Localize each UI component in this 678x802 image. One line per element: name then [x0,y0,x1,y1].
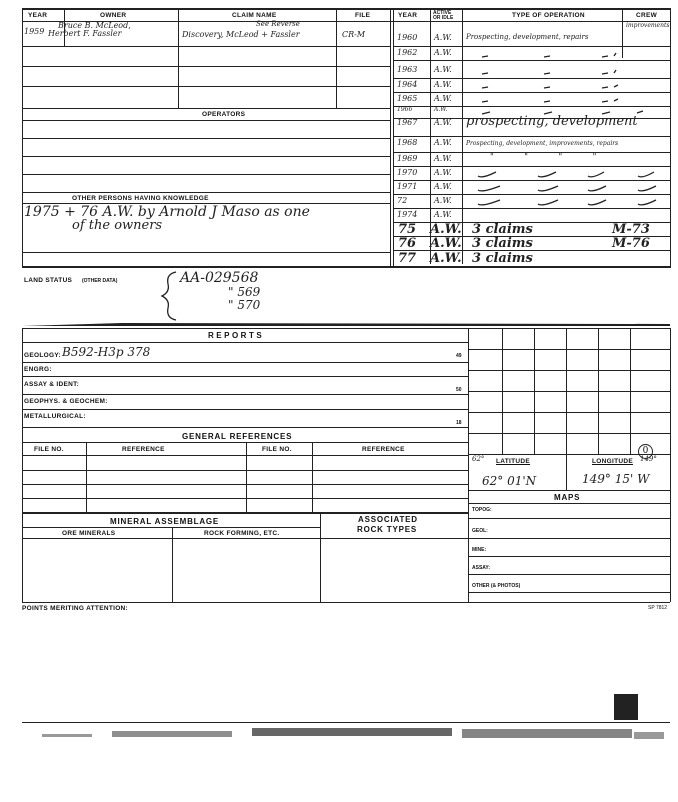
maps-assay: ASSAY: [472,565,491,571]
ops-status: A.W. [434,168,452,177]
edge-number: 50 [456,387,462,393]
header-or-idle: OR IDLE [433,15,454,21]
mineral-col-rule [320,512,321,602]
maps-rule [468,538,670,539]
geology-value: B592-H3p 378 [62,345,151,359]
left-row-rule [22,156,390,157]
right-border [670,8,671,268]
ops-status: A.W. [434,48,452,57]
grid-row [468,412,670,413]
section-divider [22,318,670,328]
ops-status: A.W. [434,118,452,127]
left-row-rule [22,86,390,87]
latitude-value: 62° 01'N [482,474,537,488]
ops-status: A.W. [434,80,452,89]
ops-status: A.W. [430,236,462,251]
ops-year: 76 [398,236,417,251]
col-reference: REFERENCE [122,446,165,453]
claim-name-note: See Reverse [256,20,300,28]
reports-rule [22,376,468,377]
genref-rule [22,498,468,499]
form-bottom-rule [22,602,670,603]
land-status-line1: AA-029568 [180,270,259,286]
latlon-rule [468,490,670,491]
metallurgical-label: METALLURGICAL: [24,413,86,420]
other-persons-line2: of the owners [72,218,163,233]
assay-label: ASSAY & IDENT: [24,381,80,388]
claim-name: Discovery, McLeod + Fassler [182,30,300,39]
genref-rule [22,470,468,471]
col-reference-2: REFERENCE [362,446,405,453]
grid-row [468,370,670,371]
form-number: SP 7812 [648,605,668,611]
reports-rule [22,427,468,428]
ops-year: 1971 [397,182,418,191]
col-rule-file-double [393,8,394,268]
ops-year: 1962 [397,48,418,57]
ops-type: 3 claims [472,222,533,237]
land-status-brace [160,270,180,322]
maps-other: OTHER (& PHOTOS) [472,583,521,589]
rock-types-label: ROCK TYPES [357,525,418,534]
ops-year: 1970 [397,168,418,177]
grid-row [468,349,670,350]
other-persons-label: OTHER PERSONS HAVING KNOWLEDGE [72,195,209,202]
form-right-rule [670,328,671,602]
ops-status: A.W. [434,94,452,103]
reports-top-rule [22,328,670,329]
land-status-line2: " 569 [228,285,261,299]
ops-year: 1963 [397,65,418,74]
latitude-label: LATITUDE [496,458,531,465]
maps-rule [468,592,670,593]
reports-rule [22,394,468,395]
operators-label: OPERATORS [202,111,246,118]
ops-year: 75 [398,222,417,237]
edge-number: 49 [456,353,462,359]
header-type-of-operation: TYPE OF OPERATION [512,12,585,19]
ops-type: " " " " [490,152,611,161]
ops-year: 1974 [397,210,418,219]
col-rule-claim [336,8,337,108]
ops-status: A.W. [434,106,448,113]
header-crew: CREW [636,12,658,19]
mineral-rule [22,527,320,528]
maps-rule [468,556,670,557]
header-claim-name: CLAIM NAME [232,12,277,19]
left-row-rule [22,108,390,109]
maps-topog: TOPOG: [472,507,492,513]
left-row-rule [22,252,390,253]
ops-status: A.W. [430,222,462,237]
ops-year: 1960 [397,33,418,42]
grid-row [468,391,670,392]
header-file: FILE [355,12,371,19]
ops-type: prospecting, development [466,114,638,129]
file-number: CR-M [342,30,366,39]
rock-forming-label: ROCK FORMING, ETC. [204,530,280,537]
header-owner: OWNER [100,12,127,19]
header-active: ACTIVE [433,10,452,16]
ops-status: A.W. [430,251,462,266]
reports-rule [22,342,468,343]
engrg-label: ENGRG: [24,366,52,373]
ops-type: Prospecting, development, improvements, repairs [466,140,619,147]
left-row-rule [22,174,390,175]
lon-deg-note: 149° [640,455,657,463]
associated-label: ASSOCIATED [358,515,418,524]
lat-deg-note: 62° [472,455,485,463]
reports-rule [22,362,468,363]
scan-noise-band [22,726,670,748]
latlon-divider [566,454,567,490]
mineral-assemblage-title: MINERAL ASSEMBLAGE [110,517,220,526]
scan-smudge [614,694,638,720]
genref-rule [22,442,468,443]
col-file-no-2: FILE NO. [262,446,292,453]
ops-status: A.W. [434,33,452,42]
ops-year: 1967 [397,118,418,127]
geology-label: GEOLOGY: [24,352,61,359]
other-persons-line1: 1975 + 76 A.W. by Arnold J Maso as one [24,204,310,220]
ditto-marks [462,46,670,254]
owner-entry-year: 1959 [24,27,45,36]
left-row-rule [22,138,390,139]
maps-rule [468,574,670,575]
reports-rule [22,409,468,410]
ops-status: A.W. [434,65,452,74]
geophys-label: GEOPHYS. & GEOCHEM: [24,398,108,405]
ops-crew: improvements [626,22,670,29]
longitude-label: LONGITUDE [592,458,633,465]
ops-status: A.W. [434,138,452,147]
genref-col-rule [246,442,247,512]
land-status-label: LAND STATUS [24,277,73,284]
maps-rule [468,503,670,504]
maps-geol: GEOL: [472,528,488,534]
maps-title: MAPS [554,493,581,502]
ops-type: 3 claims [472,236,533,251]
genref-bottom-rule [22,512,468,514]
left-row-rule [22,66,390,67]
reports-left-rule [22,328,23,602]
left-row-rule [22,192,390,193]
top-table-bottom [22,266,670,268]
ops-crew: M-73 [612,222,650,237]
operators-rule [22,120,390,121]
mineral-rule [22,538,468,539]
ops-type: 3 claims [472,251,533,266]
points-meriting-attention-label: POINTS MERITING ATTENTION: [22,605,129,612]
owner-line2: Herbert F. Fassler [48,29,122,38]
scan-edge-line [22,722,670,723]
genref-col-rule [312,442,313,512]
maps-mine: MINE: [472,547,487,553]
ore-minerals-label: ORE MINERALS [62,530,116,537]
col-file-no: FILE NO. [34,446,64,453]
ops-year: 77 [398,251,417,266]
header-year-ops: YEAR [398,12,418,19]
ops-year: 1965 [397,94,418,103]
ops-crew: M-76 [612,236,650,251]
ops-year: 72 [397,196,408,205]
land-status-sublabel: (OTHER DATA) [82,278,118,284]
ops-year: 1968 [397,138,418,147]
edge-number: 18 [456,420,462,426]
genref-rule [22,455,468,456]
ops-status: A.W. [434,210,452,219]
circle-mark: 0 [638,444,653,459]
reports-title: REPORTS [208,331,265,340]
ops-status: A.W. [434,182,452,191]
longitude-value: 149° 15' W [582,472,650,486]
mineral-col-rule [172,527,173,602]
col-rule-file [390,8,391,268]
top-border [22,8,670,10]
col-rule-owner [178,8,179,108]
ops-year: 1966 [397,106,413,113]
maps-rule [468,518,670,519]
ops-status: A.W. [434,196,452,205]
ops-status: A.W. [434,154,452,163]
ops-type: Prospecting, development, repairs [466,33,589,41]
left-row-rule [22,46,390,47]
ops-year: 1964 [397,80,418,89]
ops-year: 1969 [397,154,418,163]
grid-row [468,433,670,434]
genref-rule [22,484,468,485]
land-status-line3: " 570 [228,298,261,312]
header-year: YEAR [28,12,48,19]
owner-line1: Bruce B. McLeod, [58,21,131,30]
general-references-title: GENERAL REFERENCES [182,432,293,441]
genref-col-rule [86,442,87,512]
